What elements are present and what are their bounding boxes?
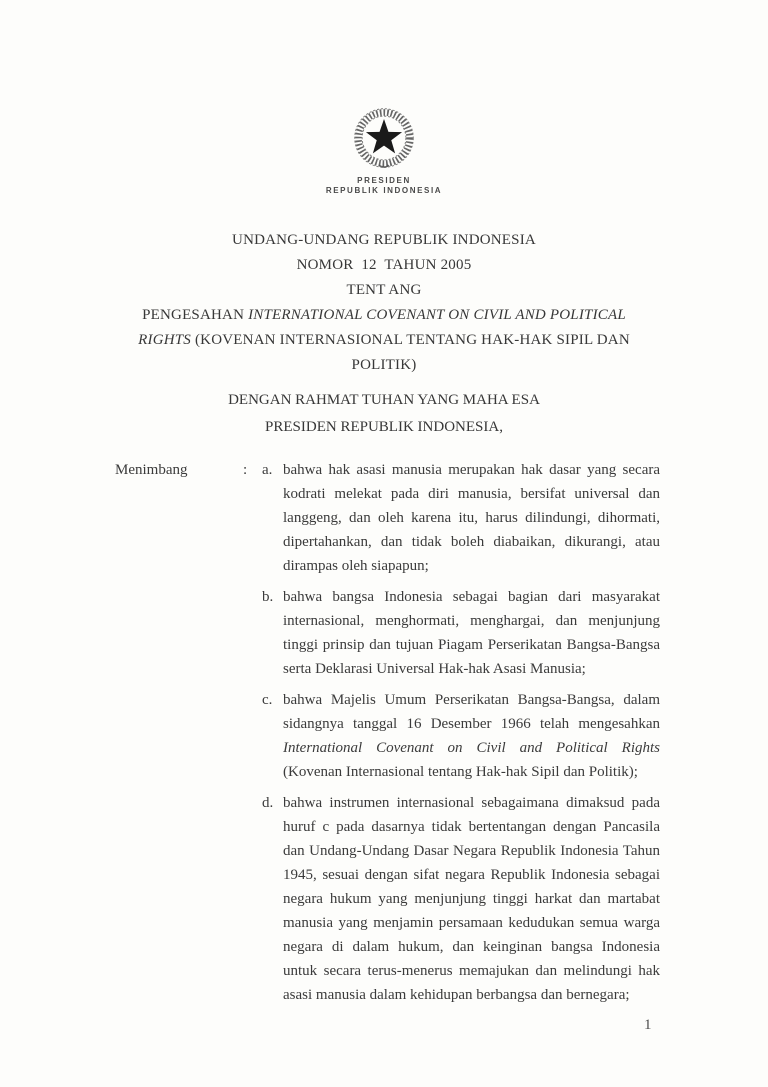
considerations-label: Menimbang [115,462,188,478]
title-tentang: TENT ANG [346,282,422,298]
seal-caption-line1: PRESIDEN [357,176,411,185]
seal-caption [0,176,768,196]
preamble [0,387,768,441]
item-marker: b. [262,589,274,605]
presidential-seal [0,0,768,196]
item-marker: d. [262,795,274,811]
title-number-year: NOMOR 12 TAHUN 2005 [296,257,472,273]
seal-caption-line2: REPUBLIK INDONESIA [325,186,443,195]
star-icon [366,119,402,153]
item-text-after: (Kovenan Internasional tentang Hak-hak Sipil dan Politik); [283,764,638,780]
item-text: bahwa hak asasi manusia merupakan hak dasar yang secara kodrati melekat pada diri manusia, bersifat universal dan langgeng, dan oleh karena itu, harus dilindungi, dihormati, dipertahankan, dan tidak boleh diabaikan, dikurangi, atau dirampas oleh siapapun; [283,462,660,574]
star-wreath-seal-icon [351,105,417,171]
item-text [283,688,660,784]
considerations-separator: : [243,462,248,478]
title-subject [120,303,648,378]
item-text: bahwa bangsa Indonesia sebagai bagian dari masyarakat internasional, menghormati, menghargai, dan menjunjung tinggi prinsip dan tujuan Piagam Perserikatan Bangsa-Bangsa serta Deklarasi Universal Hak-hak Asasi Manusia; [283,589,660,677]
preamble-grace-line: DENGAN RAHMAT TUHAN YANG MAHA ESA [228,392,540,408]
considerations-section [115,458,660,1014]
item-text: bahwa instrumen internasional sebagaimana dimaksud pada huruf c pada dasarnya tidak bertentangan dengan Pancasila dan Undang-Undang Dasar Negara Republik Indonesia Tahun 1945, sesuai dengan sifat negara Republik Indonesia sebagai negara hukum yang menjunjung tinggi harkat dan martabat manusia yang menjamin persamaan kedudukan semua warga negara di dalam hukum, dan keinginan bangsa Indonesia untuk secara terus-menerus memajukan dan melindungi hak asasi manusia dalam kehidupan berbangsa dan bernegara; [283,795,660,1003]
consideration-item-d [262,791,660,1007]
title-subject-italic: INTERNATIONAL COVENANT ON CIVIL AND POLITICAL RIGHTS [138,307,626,348]
consideration-item-b [262,585,660,681]
title-subject-after: (KOVENAN INTERNASIONAL TENTANG HAK-HAK SIPIL DAN POLITIK) [191,332,630,373]
item-text-italic: International Covenant on Civil and Political Rights [283,740,660,756]
item-marker: c. [262,692,273,708]
consideration-item-a [262,458,660,578]
preamble-president-line: PRESIDEN REPUBLIK INDONESIA, [265,419,503,435]
document-title [0,228,768,378]
consideration-item-c [262,688,660,784]
title-law-name: UNDANG-UNDANG REPUBLIK INDONESIA [232,232,536,248]
page-number: 1 [644,1017,652,1033]
item-marker: a. [262,462,273,478]
title-subject-regular: PENGESAHAN [142,307,249,323]
item-text-before: bahwa Majelis Umum Perserikatan Bangsa-Bangsa, dalam sidangnya tanggal 16 Desember 1966 telah mengesahkan [283,692,660,732]
considerations-items [262,458,660,1014]
